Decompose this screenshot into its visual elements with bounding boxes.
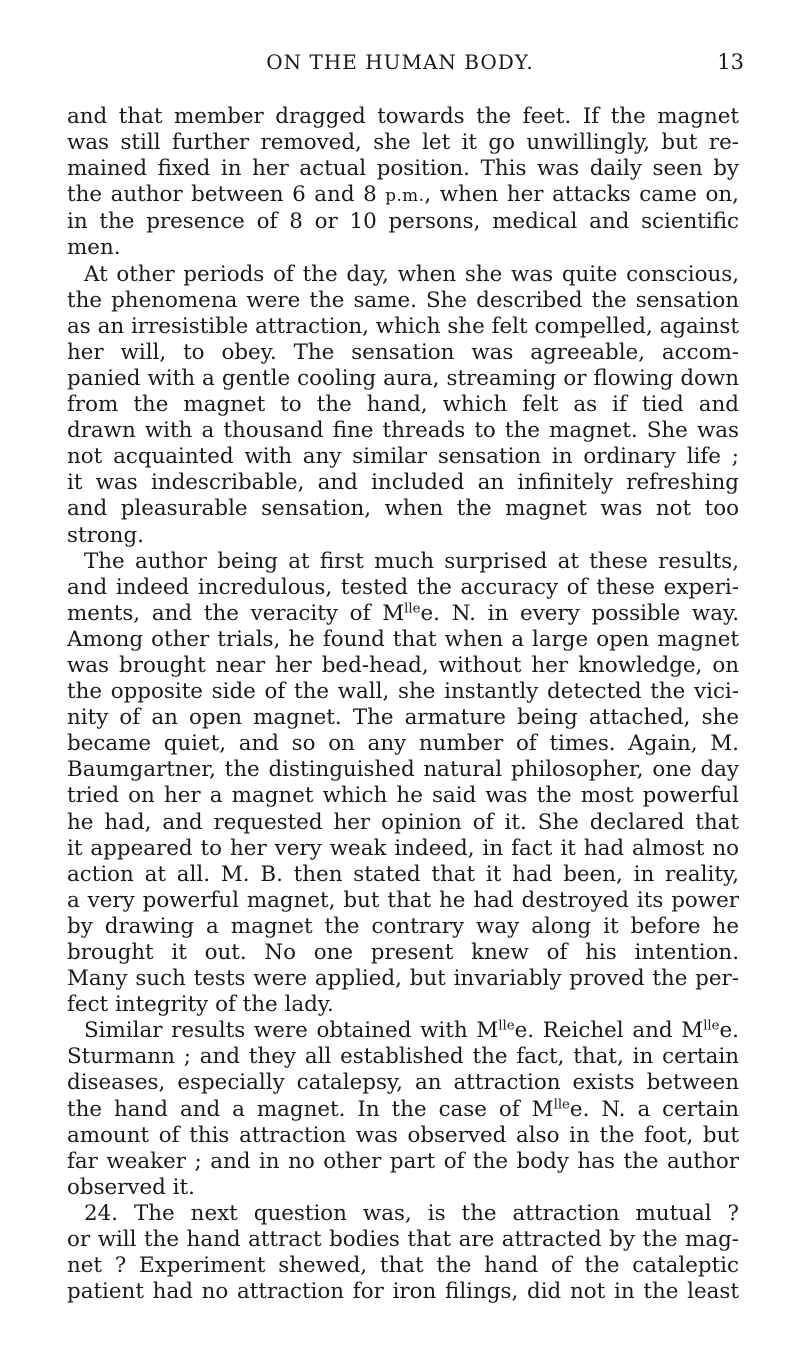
text-line: fect integrity of the lady. (67, 992, 334, 1018)
text-line: Sturmann ; and they all established the fact, that, in certain (67, 1044, 739, 1070)
text-fragment: ments, and the veracity of M (67, 600, 405, 626)
text-line: Baumgartner, the distinguished natural philosopher, one day (67, 757, 739, 783)
text-line: in the presence of 8 or 10 persons, medical and scientific (67, 209, 739, 235)
text-line: her will, to obey. The sensation was agreeable, accom- (67, 339, 739, 365)
text-line: the phenomena were the same. She described the sensation (67, 287, 739, 313)
running-head: ON THE HUMAN BODY. (266, 50, 534, 74)
text-fragment: , when her attacks came on, (424, 182, 739, 208)
text-line: from the magnet to the hand, which felt as if tied and (67, 392, 739, 418)
text-line: drawn with a thousand fine threads to the magnet. She was (67, 418, 739, 444)
text-fragment: the hand and a magnet. In the case of M (67, 1096, 554, 1122)
text-line: and pleasurable sensation, when the magnet was not too (67, 496, 739, 522)
text-line (67, 601, 739, 627)
text-fragment: e. Reichel and M (514, 1018, 704, 1044)
text-fragment: Similar results were obtained with M (84, 1018, 499, 1044)
text-line: as an irresistible attraction, which she felt compelled, against (67, 313, 739, 339)
superscript: lle (703, 1018, 720, 1034)
text-line: became quiet, and so on any number of times. Again, M. (67, 731, 739, 757)
page-header (0, 50, 800, 80)
text-fragment: e. (719, 1018, 739, 1044)
text-line: or will the hand attract bodies that are attracted by the mag- (67, 1227, 739, 1253)
text-line: patient had no attraction for iron filings, did not in the least (67, 1279, 739, 1305)
text-line: observed it. (67, 1174, 195, 1200)
text-line: mained fixed in her actual position. This was daily seen by (67, 156, 739, 182)
text-line: it appeared to her very weak indeed, in fact it had almost no (67, 835, 739, 861)
text-line: amount of this attraction was observed also in the foot, but (67, 1122, 739, 1148)
text-line: 24. The next question was, is the attraction mutual ? (84, 1200, 739, 1226)
text-line: Among other trials, he found that when a large open magnet (67, 626, 739, 652)
small-caps-abbreviation: p.m. (385, 186, 425, 206)
text-line: diseases, especially catalepsy, an attraction exists between (67, 1070, 739, 1096)
text-line (67, 1097, 739, 1123)
text-line: it was indescribable, and included an infinitely refreshing (67, 470, 739, 496)
text-line: by drawing a magnet the contrary way along it before he (67, 913, 739, 939)
text-line: and indeed incredulous, tested the accuracy of these experi- (67, 574, 739, 600)
text-line: panied with a gentle cooling aura, streaming or flowing down (67, 365, 739, 391)
text-line: and that member dragged towards the feet. If the magnet (67, 104, 739, 129)
text-line: was brought near her bed-head, without her knowledge, on (67, 652, 739, 678)
text-line: was still further removed, she let it go unwillingly, but re- (67, 130, 739, 156)
text-line: At other periods of the day, when she was quite conscious, (84, 261, 739, 287)
page-number: 13 (717, 50, 744, 74)
text-line: a very powerful magnet, but that he had destroyed its power (67, 887, 739, 913)
superscript: lle (404, 601, 421, 617)
body-text (67, 104, 739, 1305)
text-line: far weaker ; and in no other part of the body has the author (67, 1148, 739, 1174)
text-fragment: the author between 6 and 8 (67, 182, 386, 208)
superscript: lle (498, 1018, 515, 1034)
superscript: lle (553, 1097, 570, 1113)
text-line: action at all. M. B. then stated that it had been, in reality, (67, 861, 739, 887)
text-line: not acquainted with any similar sensation in ordinary life ; (67, 444, 739, 470)
text-fragment: e. N. in every possible way. (420, 600, 739, 626)
text-line: The author being at first much surprised at these results, (84, 548, 739, 574)
text-line: strong. (67, 522, 144, 548)
text-line: brought it out. No one present knew of his intention. (67, 940, 739, 965)
text-line: nity of an open magnet. The armature being attached, she (67, 705, 739, 731)
text-line: net ? Experiment shewed, that the hand of the cataleptic (67, 1253, 739, 1279)
text-fragment: e. N. a certain (569, 1096, 739, 1122)
text-line (67, 1018, 739, 1044)
text-line: Many such tests were applied, but invariably proved the per- (67, 966, 739, 992)
text-line: the opposite side of the wall, she instantly detected the vici- (67, 679, 739, 705)
text-line: tried on her a magnet which he said was the most powerful (67, 783, 739, 809)
text-line (67, 182, 739, 209)
text-line: he had, and requested her opinion of it. She declared that (67, 809, 739, 835)
text-line: men. (67, 235, 121, 261)
